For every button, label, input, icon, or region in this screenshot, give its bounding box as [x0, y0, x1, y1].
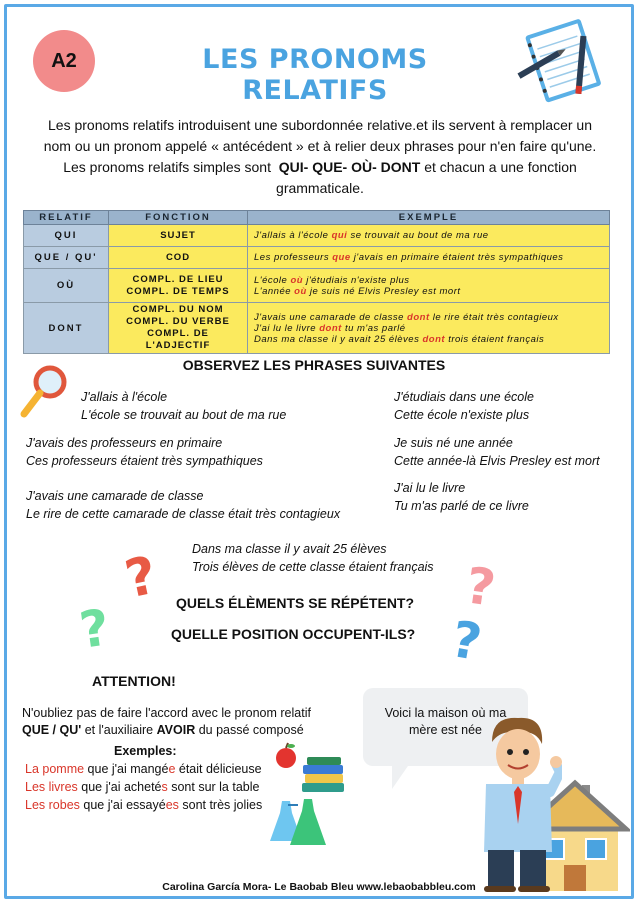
fonction-line: COD	[165, 251, 191, 263]
sentence-pair	[394, 479, 529, 515]
fonction-line: COMPL. DU VERBE	[126, 316, 230, 327]
sentence: Je suis né une année	[394, 436, 513, 450]
ex-pronoun: dont	[422, 333, 446, 345]
fonction-line: SUJET	[160, 229, 196, 241]
sentence-pair	[394, 388, 534, 424]
exemple-line	[254, 334, 603, 345]
apple-icon	[274, 742, 298, 770]
sentence-pair	[81, 388, 286, 424]
header-exemple: EXEMPLE	[248, 211, 610, 225]
sentence: J'avais une camarade de classe	[26, 489, 204, 503]
magnifier-icon	[18, 362, 70, 420]
ex-pronoun: dont	[407, 311, 430, 323]
bubble-text: Voici la maison où ma mère est née	[384, 706, 507, 737]
agreement-note	[22, 705, 332, 739]
ex-text: était délicieuse	[175, 762, 262, 776]
exemple-line	[254, 230, 603, 241]
ex-subject: La pomme	[25, 762, 85, 776]
header-fonction: FONCTION	[109, 211, 248, 225]
question-mark-icon: ?	[76, 598, 113, 660]
ex-subject: Les robes	[25, 798, 80, 812]
sentence: Trois élèves de cette classe étaient français	[192, 560, 434, 574]
fonction-line: COMPL. DU NOM	[132, 304, 224, 315]
sentence-pair	[192, 540, 434, 576]
exemple-cell	[248, 303, 610, 354]
ex-text: tu m'as parlé	[341, 322, 406, 334]
ex-text: J'avais une camarade de classe	[254, 311, 408, 323]
fonction-cell	[109, 269, 248, 303]
exemple-cell	[248, 225, 610, 247]
ex-agreement: es	[165, 798, 179, 812]
ex-text: L'année	[254, 285, 295, 297]
ex-agreement: s	[161, 780, 168, 794]
relatif-cell: DONT	[24, 303, 109, 354]
exemple-line	[254, 275, 603, 286]
ex-pronoun: que	[332, 252, 351, 263]
note-line-1: N'oubliez pas de faire l'accord avec le pronom relatif	[22, 706, 311, 720]
speech-bubble-tail	[392, 763, 410, 789]
fonction-cell	[109, 247, 248, 269]
relatif-cell: OÙ	[24, 269, 109, 303]
ex-text: L'école	[254, 274, 291, 286]
level-badge	[33, 30, 95, 92]
relatif-cell: QUE / QU'	[24, 247, 109, 269]
intro-line-4: grammaticale.	[276, 180, 364, 196]
level-label: A2	[51, 49, 77, 72]
sentence: J'étudiais dans une école	[394, 390, 534, 404]
ex-pronoun: qui	[331, 230, 348, 241]
exemple-cell	[248, 269, 610, 303]
teacher-character-icon	[474, 712, 562, 894]
pronouns-table	[23, 210, 610, 354]
sentence-pair	[394, 434, 600, 470]
exemple-sentence	[25, 780, 259, 794]
ex-text: que j'ai essayé	[79, 798, 166, 812]
sentence: Dans ma classe il y avait 25 élèves	[192, 542, 387, 556]
ex-text: que j'ai mangé	[84, 762, 169, 776]
question-2: QUELLE POSITION OCCUPENT-ILS?	[171, 626, 416, 642]
ex-pronoun: où	[290, 274, 304, 286]
sentence: Tu m'as parlé de ce livre	[394, 499, 529, 513]
sentence-pair	[26, 434, 263, 470]
table-row	[24, 269, 610, 303]
books-icon	[300, 755, 348, 795]
intro-line-3c: et chacun a une fonction	[424, 159, 577, 175]
exemple-sentence	[25, 762, 262, 776]
note-line-2	[22, 722, 332, 739]
header-relatif: RELATIF	[24, 211, 109, 225]
sentence: Ces professeurs étaient très sympathiques	[26, 454, 263, 468]
fonction-line: COMPL. DE LIEU	[132, 273, 224, 285]
ex-text: se trouvait au bout de ma rue	[347, 230, 489, 241]
ex-text: je suis né Elvis Presley est mort	[306, 285, 461, 297]
ex-text: sont sur la table	[167, 780, 260, 794]
intro-paragraph	[22, 115, 618, 199]
exemple-line	[254, 286, 603, 297]
ex-text: trois étaient français	[445, 333, 545, 345]
ex-text: J'ai lu le livre	[254, 322, 320, 334]
ex-agreement: e	[168, 762, 176, 776]
fonction-line: COMPL. DE TEMPS	[126, 285, 230, 297]
ex-pronoun: où	[294, 285, 307, 297]
question-mark-icon: ?	[462, 556, 499, 618]
ex-text: sont très jolies	[178, 798, 263, 812]
exemple-line	[254, 323, 603, 334]
question-1: QUELS ÉLÈMENTS SE RÉPÉTENT?	[176, 595, 415, 611]
observe-heading: OBSERVEZ LES PHRASES SUIVANTES	[182, 357, 446, 373]
sentence: Cette année-là Elvis Presley est mort	[394, 454, 600, 468]
relatif-cell: QUI	[24, 225, 109, 247]
sentence-pair	[26, 487, 340, 523]
table-header-row	[24, 211, 610, 225]
sentence: J'avais des professeurs en primaire	[26, 436, 223, 450]
notebook-pen-icon	[512, 14, 610, 106]
intro-line-3	[22, 157, 618, 178]
ex-text: le rire était très contagieux	[429, 311, 559, 323]
dresses-icon	[268, 795, 330, 850]
attention-heading: ATTENTION!	[92, 673, 176, 689]
note-text: du passé composé	[195, 723, 304, 737]
table-row	[24, 303, 610, 354]
ex-text: Dans ma classe il y avait 25 élèves	[254, 333, 423, 345]
question-mark-icon: ?	[447, 609, 486, 673]
ex-text: J'allais à l'école	[254, 230, 332, 241]
pronoun-list: QUI- QUE- OÙ- DONT	[278, 159, 421, 175]
ex-subject: Les livres	[25, 780, 78, 794]
table-row	[24, 225, 610, 247]
intro-line-1: Les pronoms relatifs introduisent une subordonnée relative.et ils servent à remplacer un	[48, 117, 592, 133]
page-title: LES PRONOMS RELATIFS	[202, 44, 428, 106]
table-row	[24, 247, 610, 269]
exemples-title: Exemples:	[114, 744, 177, 758]
exemple-sentence	[25, 798, 262, 812]
intro-line-2: nom ou un pronom appelé « antécédent » et à relier deux phrases pour n'en faire qu'une.	[43, 138, 597, 154]
question-mark-icon: ?	[120, 545, 163, 611]
sentence: J'ai lu le livre	[394, 481, 466, 495]
exemple-line	[254, 252, 603, 263]
ex-pronoun: dont	[319, 322, 342, 334]
note-avoir: AVOIR	[156, 723, 196, 737]
sentence: L'école se trouvait au bout de ma rue	[81, 408, 287, 422]
note-que: QUE / QU'	[22, 723, 82, 737]
fonction-line: COMPL. DE L'ADJECTIF	[145, 328, 211, 351]
sentence: Cette école n'existe plus	[394, 408, 530, 422]
fonction-cell	[109, 225, 248, 247]
ex-text: j'avais en primaire étaient très sympathiques	[350, 252, 564, 263]
fonction-cell	[109, 303, 248, 354]
ex-text: que j'ai acheté	[77, 780, 162, 794]
ex-text: Les professeurs	[254, 252, 333, 263]
sentence: Le rire de cette camarade de classe était très contagieux	[26, 507, 341, 521]
note-text: et l'auxiliaire	[81, 723, 157, 737]
intro-line-3a: Les pronoms relatifs simples sont	[63, 159, 271, 175]
exemple-cell	[248, 247, 610, 269]
exemple-line	[254, 312, 603, 323]
footer-credit: Carolina García Mora- Le Baobab Bleu www.lebaobabbleu.com	[162, 881, 476, 893]
ex-text: j'étudiais n'existe plus	[303, 274, 410, 286]
sentence: J'allais à l'école	[81, 390, 168, 404]
